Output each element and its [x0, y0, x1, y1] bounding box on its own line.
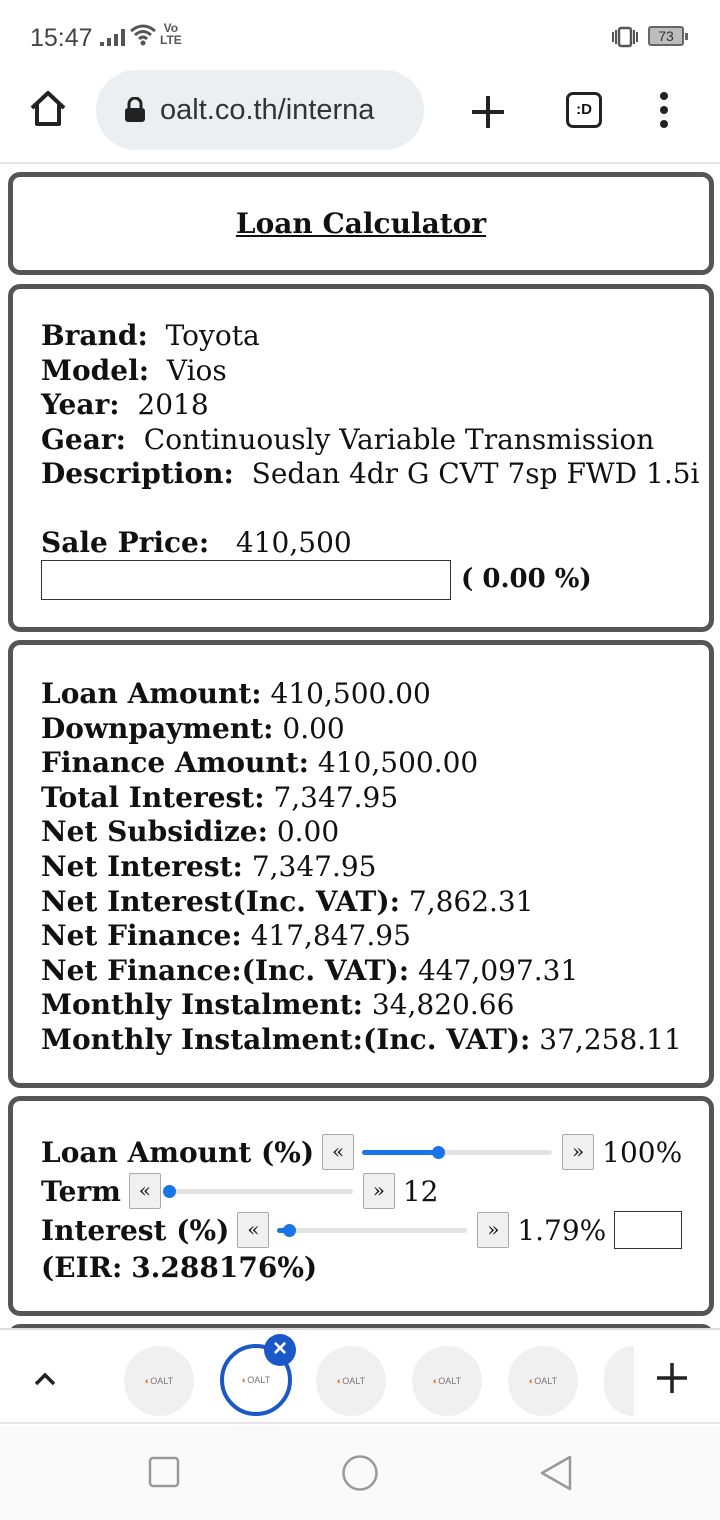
tab-thumbnail[interactable]: [412, 1346, 482, 1416]
summary-row: [41, 815, 339, 850]
close-tab-icon[interactable]: ×: [264, 1334, 296, 1366]
home-nav-icon[interactable]: [341, 1454, 379, 1492]
tab-strip: [0, 1328, 720, 1424]
eir-label: (EIR:: [41, 1250, 123, 1284]
summary-value: 7,347.95: [251, 850, 377, 883]
loan-amount-increase-button[interactable]: »: [562, 1134, 594, 1170]
tab-thumbnail[interactable]: [508, 1346, 578, 1416]
term-increase-button[interactable]: »: [363, 1173, 395, 1209]
summary-value: 7,862.31: [408, 884, 534, 918]
oalt-logo: ◐OALT: [241, 1375, 271, 1385]
tab-thumbnail[interactable]: [316, 1346, 386, 1416]
summary-label: Net Finance:(Inc. VAT):: [41, 953, 410, 987]
summary-label: Monthly Instalment:(Inc. VAT):: [41, 1023, 531, 1056]
summary-row: [41, 677, 431, 712]
summary-row: [41, 712, 345, 747]
summary-label: Net Interest(Inc. VAT):: [41, 884, 400, 918]
sale-price: Sale Price: 410,500: [41, 526, 352, 559]
status-bar: [0, 0, 720, 72]
battery-icon: 73: [648, 26, 684, 46]
loan-amount-row: [41, 1132, 682, 1172]
summary-row: [41, 746, 478, 781]
back-icon[interactable]: [538, 1454, 574, 1492]
recents-icon[interactable]: [148, 1456, 180, 1488]
term-decrease-button[interactable]: «: [129, 1173, 161, 1209]
system-nav-bar: [0, 1426, 720, 1520]
term-label: Term: [41, 1174, 121, 1208]
summary-label: Monthly Instalment:: [41, 988, 363, 1022]
oalt-logo: ◐OALT: [432, 1376, 462, 1386]
lock-icon: [124, 97, 146, 123]
interest-label: Interest (%): [41, 1213, 230, 1247]
summary-label: Net Finance:: [41, 919, 242, 953]
loan-summary-card: [8, 640, 714, 1088]
summary-value: 0.00: [282, 711, 345, 745]
address-bar[interactable]: [96, 70, 424, 150]
summary-label: Downpayment:: [41, 711, 274, 745]
vehicle-brand: Brand: Toyota: [41, 319, 260, 352]
loan-amount-slider[interactable]: [362, 1150, 552, 1155]
interest-increase-button[interactable]: »: [477, 1212, 509, 1248]
vehicle-gear: Gear: Continuously Variable Transmission: [41, 422, 655, 456]
tab-switcher-button[interactable]: :D: [566, 92, 602, 128]
interest-value: 1.79%: [517, 1213, 607, 1247]
tab-thumbnail[interactable]: [124, 1346, 194, 1416]
eir-value: 3.288176%): [131, 1250, 318, 1284]
interest-decrease-button[interactable]: «: [237, 1212, 269, 1248]
vehicle-card: [8, 284, 714, 632]
volte-icon: [160, 22, 182, 46]
interest-input[interactable]: [614, 1211, 682, 1249]
summary-value: 410,500.00: [270, 677, 431, 710]
summary-row: [41, 919, 411, 954]
tab-thumbnail-partial[interactable]: [604, 1346, 634, 1416]
summary-row: [41, 954, 578, 989]
summary-row: [41, 781, 398, 816]
interest-slider[interactable]: [277, 1228, 467, 1233]
volte-bottom: LTE: [160, 33, 182, 47]
new-tab-button[interactable]: [466, 90, 510, 134]
summary-label: Total Interest:: [41, 780, 265, 814]
summary-value: 410,500.00: [317, 746, 479, 780]
title-card: [8, 172, 714, 275]
wifi-icon: [130, 24, 156, 46]
page-title: Loan Calculator: [235, 207, 487, 240]
term-slider[interactable]: [169, 1189, 353, 1194]
oalt-logo: ◐OALT: [528, 1376, 558, 1386]
signal-icon: [100, 28, 125, 46]
summary-label: Net Interest:: [41, 850, 243, 883]
summary-value: 7,347.95: [273, 780, 399, 814]
summary-label: Finance Amount:: [41, 746, 309, 780]
interest-row: [41, 1210, 682, 1250]
status-time: 15:47: [30, 24, 93, 52]
vibrate-icon: [610, 26, 640, 48]
summary-label: Net Subsidize:: [41, 815, 268, 849]
discount-percent: ( 0.00 %): [461, 564, 592, 594]
browser-toolbar: [0, 72, 720, 164]
vehicle-year: Year: 2018: [41, 388, 209, 421]
eir-row: [41, 1247, 317, 1287]
summary-label: Loan Amount:: [41, 677, 262, 710]
discount-input[interactable]: [41, 560, 451, 600]
url-text: oalt.co.th/interna: [160, 93, 375, 126]
vehicle-model: Model: Vios: [41, 353, 227, 387]
summary-row: [41, 988, 514, 1023]
loan-controls-card: [8, 1096, 714, 1316]
summary-row: [41, 885, 534, 920]
home-icon[interactable]: [28, 88, 68, 128]
summary-value: 37,258.11: [539, 1023, 682, 1056]
oalt-logo: ◐OALT: [336, 1376, 366, 1386]
volte-top: Vo: [163, 21, 179, 35]
summary-value: 417,847.95: [250, 919, 411, 953]
chevron-up-icon[interactable]: [30, 1364, 60, 1394]
summary-row: [41, 1023, 682, 1058]
summary-value: 0.00: [276, 815, 340, 849]
loan-amount-label: Loan Amount (%): [41, 1135, 315, 1169]
summary-value: 447,097.31: [417, 953, 579, 987]
loan-amount-value: 100%: [602, 1135, 683, 1169]
new-tab-icon[interactable]: [654, 1360, 690, 1396]
summary-row: [41, 850, 377, 885]
summary-value: 34,820.66: [371, 988, 515, 1022]
oalt-logo: ◐OALT: [144, 1376, 174, 1386]
loan-amount-decrease-button[interactable]: «: [322, 1134, 354, 1170]
term-value: 12: [402, 1174, 439, 1208]
more-menu-icon[interactable]: [656, 92, 672, 132]
term-row: [41, 1171, 438, 1211]
vehicle-description: Description: Sedan 4dr G CVT 7sp FWD 1.5i: [41, 457, 700, 490]
